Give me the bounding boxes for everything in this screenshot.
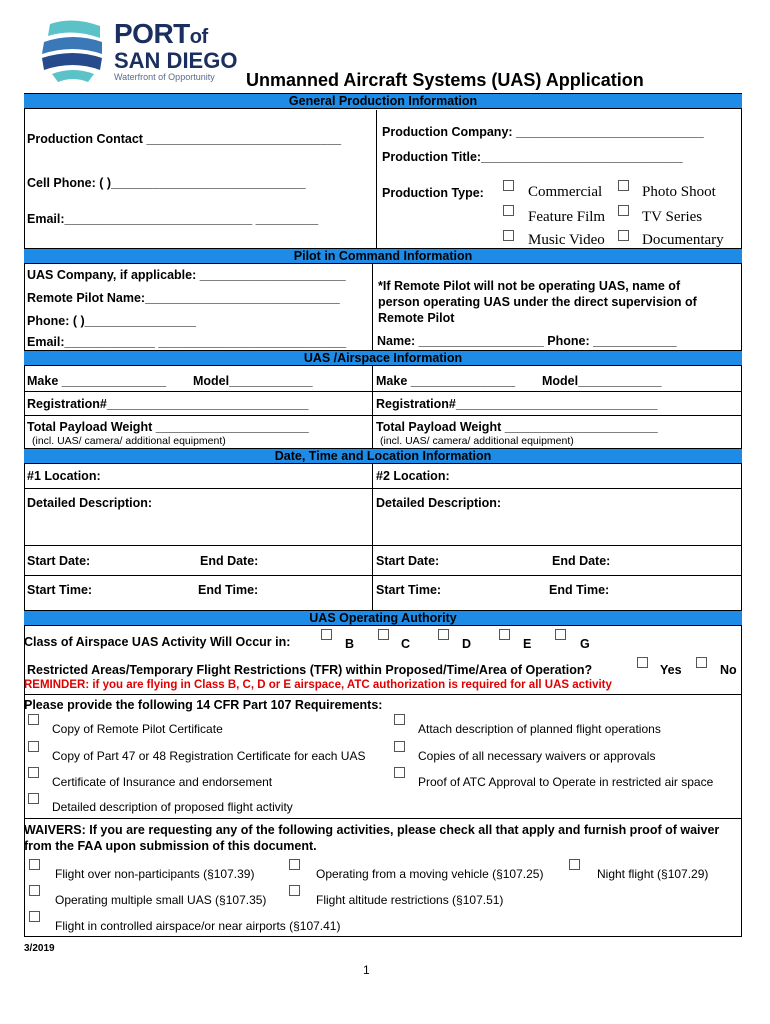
production-company-field[interactable]: Production Company: ___________________________ [382, 125, 704, 139]
page-title: Unmanned Aircraft Systems (UAS) Application [246, 70, 644, 90]
waiver-night-flight-checkbox[interactable] [569, 859, 580, 870]
logo-tagline: Waterfront of Opportunity [114, 72, 215, 82]
divider [24, 488, 742, 489]
documentary-label: Documentary [642, 232, 724, 248]
location2-field[interactable]: #2 Location: [376, 469, 450, 483]
restricted-yes-checkbox[interactable] [637, 657, 648, 668]
req-atc-checkbox[interactable] [394, 767, 405, 778]
class-c-checkbox[interactable] [378, 629, 389, 640]
requirements-heading: Please provide the following 14 CFR Part 107 Requirements: [24, 698, 383, 712]
req-description-label: Detailed description of proposed flight activity [52, 800, 293, 814]
req-description-checkbox[interactable] [28, 793, 39, 804]
photo-shoot-label: Photo Shoot [642, 184, 716, 200]
waiver-multiple-uas-checkbox[interactable] [29, 885, 40, 896]
pilot-phone-field[interactable]: Phone: ( )________________ [27, 314, 196, 328]
req-remote-pilot-checkbox[interactable] [28, 714, 39, 725]
location1-field[interactable]: #1 Location: [27, 469, 101, 483]
start-time2-field[interactable]: Start Time: [376, 583, 442, 597]
model-right-field[interactable]: Model____________ [542, 374, 662, 388]
logo-port: PORT [114, 18, 190, 49]
description2-field[interactable]: Detailed Description: [376, 496, 502, 510]
supervised-name-phone-field[interactable]: Name: __________________ Phone: ____________ [377, 334, 677, 348]
cell-phone-field[interactable]: Cell Phone: ( )____________________________ [27, 176, 306, 190]
documentary-checkbox[interactable] [618, 230, 629, 241]
class-c-label: C [401, 637, 411, 651]
end-time2-field[interactable]: End Time: [549, 583, 610, 597]
general-band: General Production Information [24, 93, 742, 109]
registration-left-field[interactable]: Registration#_____________________________ [27, 397, 309, 411]
end-date2-field[interactable]: End Date: [552, 554, 611, 568]
restricted-yes-label: Yes [660, 663, 682, 677]
divider [376, 110, 377, 248]
req-waivers-label: Copies of all necessary waivers or approvals [418, 749, 656, 763]
authority-band: UAS Operating Authority [24, 610, 742, 626]
incl-right-note: (incl. UAS/ camera/ additional equipment) [380, 435, 574, 447]
start-date2-field[interactable]: Start Date: [376, 554, 440, 568]
class-e-checkbox[interactable] [499, 629, 510, 640]
commercial-checkbox[interactable] [503, 180, 514, 191]
remote-pilot-field[interactable]: Remote Pilot Name:____________________________ [27, 291, 340, 305]
logo-of: of [189, 26, 208, 48]
end-time1-field[interactable]: End Time: [198, 583, 259, 597]
make-right-field[interactable]: Make _______________ [376, 374, 516, 388]
make-left-field[interactable]: Make _______________ [27, 374, 167, 388]
waivers-heading: WAIVERS: If you are requesting any of the following activities, please check all that apply and furnish proof of waiver from the FAA upon submission of this document. [24, 823, 720, 853]
feature-film-label: Feature Film [528, 209, 606, 225]
divider [24, 415, 742, 416]
req-waivers-checkbox[interactable] [394, 741, 405, 752]
waiver-controlled-airspace-label: Flight in controlled airspace/or near airports (§107.41) [55, 919, 341, 933]
class-d-label: D [462, 637, 472, 651]
incl-left-note: (incl. UAS/ camera/ additional equipment) [32, 435, 226, 447]
divider [24, 575, 742, 576]
payload-left-field[interactable]: Total Payload Weight ______________________ [27, 420, 309, 434]
pilot-note: *If Remote Pilot will not be operating UAS, name of person operating UAS under the direct supervision of Remote Pilot [378, 279, 697, 325]
restricted-no-checkbox[interactable] [696, 657, 707, 668]
uas-company-field[interactable]: UAS Company, if applicable: _____________________ [27, 268, 346, 282]
req-insurance-checkbox[interactable] [28, 767, 39, 778]
description1-field[interactable]: Detailed Description: [27, 496, 153, 510]
port-logo [38, 18, 238, 84]
photo-shoot-checkbox[interactable] [618, 180, 629, 191]
class-d-checkbox[interactable] [438, 629, 449, 640]
req-planned-ops-checkbox[interactable] [394, 714, 405, 725]
waiver-controlled-airspace-checkbox[interactable] [29, 911, 40, 922]
music-video-label: Music Video [528, 232, 605, 248]
req-registration-label: Copy of Part 47 or 48 Registration Certificate for each UAS [52, 749, 366, 763]
tv-series-label: TV Series [642, 209, 703, 225]
req-registration-checkbox[interactable] [28, 741, 39, 752]
end-date1-field[interactable]: End Date: [200, 554, 259, 568]
divider [372, 366, 373, 448]
divider [24, 818, 742, 819]
class-airspace-label: Class of Airspace UAS Activity Will Occur in: [24, 635, 291, 649]
class-g-checkbox[interactable] [555, 629, 566, 640]
music-video-checkbox[interactable] [503, 230, 514, 241]
req-atc-label: Proof of ATC Approval to Operate in restricted air space [418, 775, 714, 789]
class-e-label: E [523, 637, 532, 651]
reminder-text: REMINDER: if you are flying in Class B, C, D or E airspace, ATC authorization is required for all UAS activity [24, 679, 612, 691]
revision-date: 3/2019 [24, 943, 55, 954]
logo-san-diego: SAN DIEGO [114, 48, 238, 73]
req-remote-pilot-label: Copy of Remote Pilot Certificate [52, 722, 223, 736]
feature-film-checkbox[interactable] [503, 205, 514, 216]
start-time1-field[interactable]: Start Time: [27, 583, 93, 597]
divider [372, 464, 373, 610]
production-type-label: Production Type: [382, 186, 484, 200]
divider [24, 391, 742, 392]
registration-right-field[interactable]: Registration#_____________________________ [376, 397, 658, 411]
waiver-moving-vehicle-checkbox[interactable] [289, 859, 300, 870]
uas-band: UAS /Airspace Information [24, 350, 742, 366]
waiver-altitude-label: Flight altitude restrictions (§107.51) [316, 893, 504, 907]
waiver-night-flight-label: Night flight (§107.29) [597, 867, 709, 881]
tv-series-checkbox[interactable] [618, 205, 629, 216]
waiver-non-participants-label: Flight over non-participants (§107.39) [55, 867, 255, 881]
req-planned-ops-label: Attach description of planned flight operations [418, 722, 661, 736]
commercial-label: Commercial [528, 184, 603, 200]
production-title-field[interactable]: Production Title:_____________________________ [382, 150, 683, 164]
datetime-band: Date, Time and Location Information [24, 448, 742, 464]
email-field[interactable]: Email:___________________________ _________ [27, 212, 319, 226]
divider [372, 264, 373, 350]
class-b-label: B [345, 637, 355, 651]
restricted-no-label: No [720, 663, 737, 677]
pilot-band: Pilot in Command Information [24, 248, 742, 264]
waves-logo-icon [38, 18, 108, 84]
waiver-multiple-uas-label: Operating multiple small UAS (§107.35) [55, 893, 267, 907]
divider [24, 694, 742, 695]
payload-right-field[interactable]: Total Payload Weight ______________________ [376, 420, 658, 434]
waiver-non-participants-checkbox[interactable] [29, 859, 40, 870]
start-date1-field[interactable]: Start Date: [27, 554, 91, 568]
waiver-moving-vehicle-label: Operating from a moving vehicle (§107.25) [316, 867, 544, 881]
pilot-email-field[interactable]: Email:_____________ ___________________________ [27, 335, 347, 349]
page-number: 1 [363, 963, 370, 977]
waiver-altitude-checkbox[interactable] [289, 885, 300, 896]
restricted-areas-label: Restricted Areas/Temporary Flight Restrictions (TFR) within Proposed/Time/Area of Operation? [27, 663, 593, 677]
req-insurance-label: Certificate of Insurance and endorsement [52, 775, 273, 789]
production-contact-field[interactable]: Production Contact ____________________________ [27, 132, 342, 146]
model-left-field[interactable]: Model____________ [193, 374, 313, 388]
divider [24, 545, 742, 546]
class-g-label: G [580, 637, 590, 651]
class-b-checkbox[interactable] [321, 629, 332, 640]
